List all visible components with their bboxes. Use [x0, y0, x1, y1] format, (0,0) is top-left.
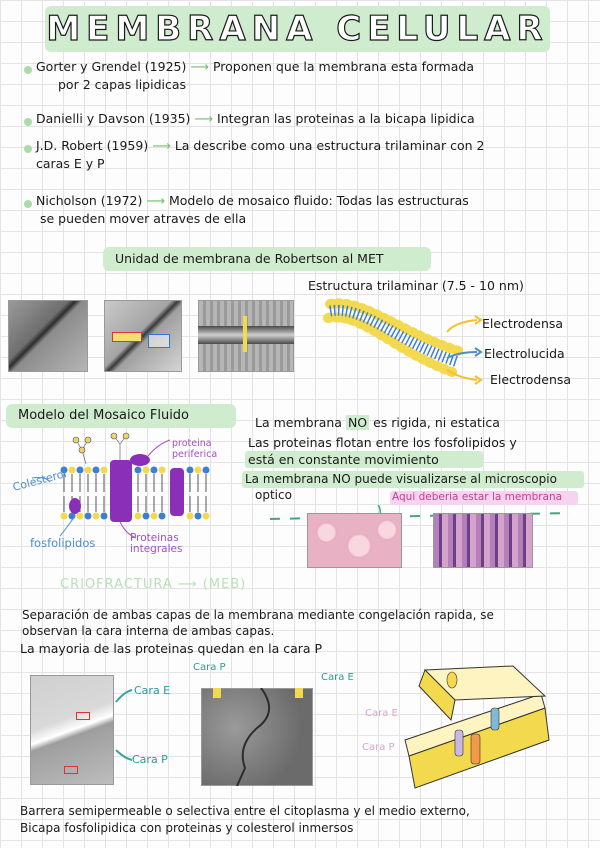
freeze-fracture-3d: [395, 660, 560, 795]
history-gorter: Gorter y Grendel (1925) ⟶ Proponen que la membrana esta formada por 2 capas lipidicas: [36, 59, 474, 92]
criofractura-line3: La mayoria de las proteinas quedan en la cara P: [20, 641, 323, 656]
trilaminar-label: Estructura trilaminar (7.5 - 10 nm): [308, 278, 524, 293]
page-title: MEMBRANA CELULAR: [46, 9, 549, 49]
annotation-lines: [32, 440, 170, 538]
ff2-label-p: Cara P: [193, 662, 226, 673]
ff2-marker-left: [213, 688, 221, 698]
micrograph-1: [8, 300, 88, 372]
criofractura-line1: Separación de ambas capas de la membrana mediante congelación rapida, se: [22, 608, 494, 622]
mosaic-line1: La membrana NO es rigida, ni estatica: [255, 415, 500, 430]
mosaic-line2: Las proteinas flotan entre los fosfolipidos y: [248, 435, 517, 450]
micrograph-3-marker: [243, 316, 247, 352]
label-colesterol: Colesterol: [11, 467, 68, 494]
label-fosfolipidos: fosfolipidos: [30, 536, 96, 550]
summary-line1: Barrera semipermeable o selectiva entre el citoplasma y el medio externo,: [20, 804, 470, 818]
label-electrodensa-top: Electrodensa: [482, 316, 564, 331]
ff1-box-e: [76, 712, 90, 720]
bullet: [24, 118, 32, 126]
micrograph-2-marker: [112, 332, 142, 342]
label-cara-p-3d: Cara P: [362, 742, 395, 753]
glycocalyx: [73, 433, 129, 464]
robertson-heading: Unidad de membrana de Robertson al MET: [115, 251, 384, 266]
label-periferica: proteina periferica: [172, 438, 218, 460]
ff1-label-e: Cara E: [134, 684, 171, 697]
bullet: [24, 145, 32, 153]
ff2-fracture-line: [201, 688, 313, 786]
mosaic-line3: está en constante movimiento: [248, 452, 439, 467]
ff1-label-p: Cara P: [132, 753, 168, 766]
ff1-box-p: [64, 766, 78, 774]
summary-line2: Bicapa fosfolipidica con proteinas y colesterol inmersos: [20, 821, 354, 835]
phospholipid-tails: [64, 474, 206, 512]
micrograph-2-box: [148, 334, 170, 348]
mosaic-heading: Modelo del Mosaico Fluido: [18, 408, 190, 423]
histology-1: [307, 513, 402, 568]
pink-label: Aqui deberia estar la membrana: [392, 491, 563, 503]
bullet: [24, 66, 32, 74]
phospholipid-heads-bottom: [61, 513, 210, 520]
ff2-marker-right: [295, 688, 303, 698]
label-cara-e-3d: Cara E: [365, 708, 398, 719]
bilayer-band: [328, 303, 462, 372]
criofractura-heading: CRIOFRACTURA ⟶ (MEB): [60, 577, 247, 592]
criofractura-line2: observan la cara interna de ambas capas.: [22, 624, 275, 638]
label-electrodensa-bottom: Electrodensa: [490, 372, 572, 387]
phospholipid-heads-top: [61, 467, 210, 474]
history-nicholson: Nicholson (1972) ⟶ Modelo de mosaico fluido: Todas las estructuras se pueden mover atraves de ella: [36, 193, 469, 226]
mosaic-line4: La membrana NO puede visualizarse al microscopio: [245, 472, 557, 486]
history-robert: J.D. Robert (1959) ⟶ La describe como una estructura trilaminar con 2 caras E y P: [36, 138, 485, 171]
peripheral-protein: [130, 454, 150, 466]
label-integrales: Proteinas integrales: [130, 532, 183, 555]
ff2-label-e: Cara E: [321, 672, 354, 683]
label-electrolucida: Electrolucida: [484, 346, 565, 361]
history-danielli: Danielli y Davson (1935) ⟶ Integran las proteinas a la bicapa lipidica: [36, 111, 475, 127]
label-arrows: [445, 310, 485, 390]
histology-2: [433, 513, 533, 568]
bullet: [24, 200, 32, 208]
mosaic-line5: optico: [255, 488, 292, 502]
